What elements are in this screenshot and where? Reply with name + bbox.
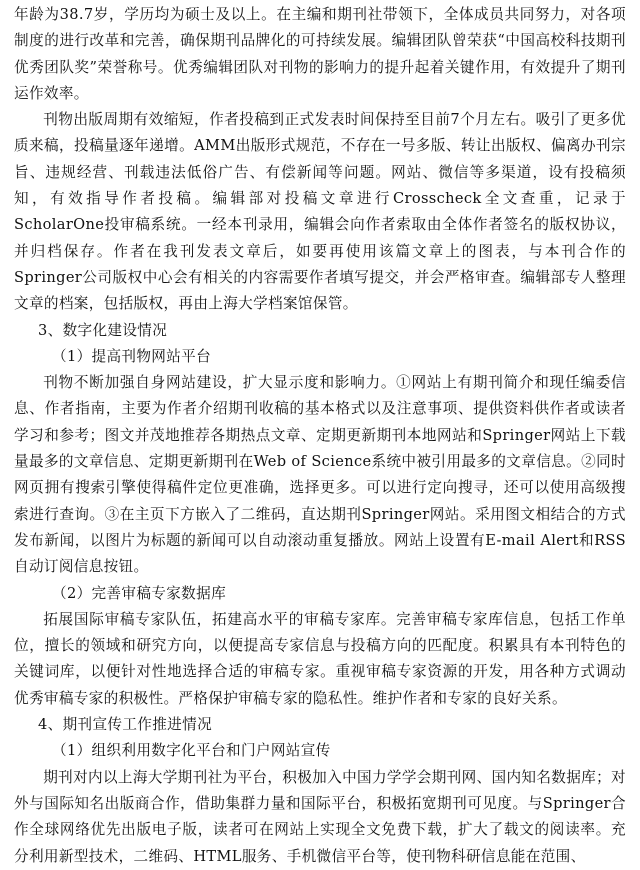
subheading-reviewer-database: （2）完善审稿专家数据库	[52, 584, 227, 602]
paragraph-publication-cycle: 刊物出版周期有效缩短，作者投稿到正式发表时间保持至目前7个月左右。吸引了更多优质来稿，投稿量逐年递增。AMM出版形式规范，不存在一号多版、转让出版权、偏离办刊宗旨、违规经营、刊载违法低俗广告、有偿新闻等问题。网站、微信等多渠道，设有投稿须知，有效指导作者投稿。编辑部对投稿文章进行Crosscheck全文查重，记录于ScholarOne投审稿系统。一经本刊录用，编辑会向作者索取由全体作者签名的版权协议，并归档保存。作者在我刊发表文章后，如要再使用该篇文章上的图表，与本刊合作的Springer公司版权中心会有相关的内容需要作者填写提交，并会严格审查。编辑部专人整理文章的档案，包括版权，再由上海大学档案馆保管。	[14, 111, 626, 313]
subheading-digital-promotion: （1）组织利用数字化平台和门户网站宣传	[52, 742, 331, 760]
paragraph-team-continuation: 年龄为38.7岁，学历均为硕士及以上。在主编和期刊社带领下，全体成员共同努力，对各项制度的进行改革和完善，确保期刊品牌化的可持续发展。编辑团队曾荣获“中国高校科技期刊优秀团队奖”荣誉称号。优秀编辑团队对刊物的影响力的提升起着关键作用，有效提升了期刊运作效率。	[14, 6, 626, 102]
paragraph-reviewer-database: 拓展国际审稿专家队伍，拓建高水平的审稿专家库。完善审稿专家库信息，包括工作单位，擅长的领域和研究方向，以便提高专家信息与投稿方向的匹配度。积累具有本刊特色的关键词库，以便针对性地选择合适的审稿专家。重视审稿专家资源的开发，用各种方式调动优秀审稿专家的积极性。严格保护审稿专家的隐私性。维护作者和专家的良好关系。	[14, 610, 626, 707]
subheading-website-platform: （1）提高刊物网站平台	[52, 347, 212, 365]
section-heading-digital-construction: 3、数字化建设情况	[38, 321, 168, 339]
section-heading-promotion: 4、期刊宣传工作推进情况	[38, 716, 213, 734]
paragraph-website-building: 刊物不断加强自身网站建设，扩大显示度和影响力。①网站上有期刊简介和现任编委信息、作者指南，主要为作者介绍期刊收稿的基本格式以及注意事项、提供资料供作者或读者学习和参考；图文并茂地推荐各期热点文章、定期更新期刊本地网站和Springer网站上下载量最多的文章信息、定期更新期刊在Web of Science系统中被引用最多的文章信息。②同时网页拥有搜索引擎使得稿件定位更准确，选择更多。可以进行定向搜寻，还可以使用高级搜索进行查询。③在主页下方嵌入了二维码，直达期刊Springer网站。采用图文相结合的方式发布新闻，以图片为标题的新闻可以自动滚动重复播放。网站上设置有E-mail Alert和RSS自动订阅信息按钮。	[14, 374, 626, 576]
paragraph-digital-promotion: 期刊对内以上海大学期刊社为平台，积极加入中国力学学会期刊网、国内知名数据库；对外与国际知名出版商合作，借助集群力量和国际平台，积极拓宽期刊可见度。与Springer合作全球网络优先出版电子版，读者可在网站上实现全文免费下载，扩大了载文的阅读率。充分利用新型技术，二维码、HTML服务、手机微信平台等，使刊物科研信息能在范围、	[14, 768, 626, 865]
